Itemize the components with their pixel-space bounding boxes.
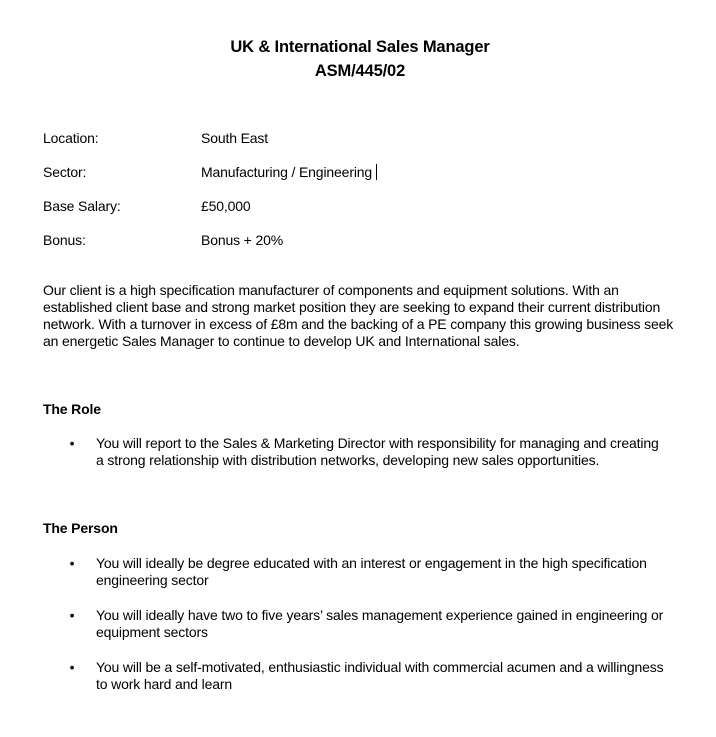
detail-value: £50,000 [201, 198, 251, 214]
detail-label: Bonus: [43, 232, 86, 248]
person-heading: The Person [43, 520, 118, 536]
bullet-text: You will report to the Sales & Marketing Director with responsibility for managing and creating a strong relationship with distribution networks, developing new sales opportunities. [96, 435, 659, 468]
job-title: UK & International Sales Manager [230, 38, 490, 56]
bullet-text: You will ideally be degree educated with an interest or engagement in the high specification engineering sector [96, 555, 647, 588]
person-bullet [66, 607, 666, 641]
person-bullet [66, 555, 666, 589]
bullet-icon: • [69, 555, 75, 571]
bullet-text: You will be a self-motivated, enthusiastic individual with commercial acumen and a willingness to work hard and learn [96, 659, 664, 692]
job-reference: ASM/445/02 [314, 62, 406, 80]
role-heading: The Role [43, 401, 101, 417]
detail-label: Sector: [43, 164, 87, 180]
bullet-icon: • [69, 659, 75, 675]
bullet-text: You will ideally have two to five years’ sales management experience gained in engineering or equipment sectors [96, 607, 664, 640]
intro-paragraph: Our client is a high specification manufacturer of components and equipment solutions. With an established client base and strong market position they are seeking to expand their current distribution network. With a turnover in excess of £8m and the backing of a PE company this growing business seek an energetic Sales Manager to continue to develop UK and International sales. [43, 282, 674, 349]
detail-label: Location: [43, 130, 99, 146]
detail-value-wrap[interactable] [201, 163, 377, 181]
detail-value: Bonus + 20% [201, 232, 284, 248]
bullet-icon: • [69, 607, 75, 623]
detail-value[interactable]: Manufacturing / Engineering [201, 164, 373, 180]
role-bullet [66, 435, 666, 469]
detail-value: South East [201, 130, 268, 146]
text-cursor [376, 164, 377, 180]
detail-label: Base Salary: [43, 198, 121, 214]
person-bullet [66, 659, 666, 693]
bullet-icon: • [69, 435, 75, 451]
